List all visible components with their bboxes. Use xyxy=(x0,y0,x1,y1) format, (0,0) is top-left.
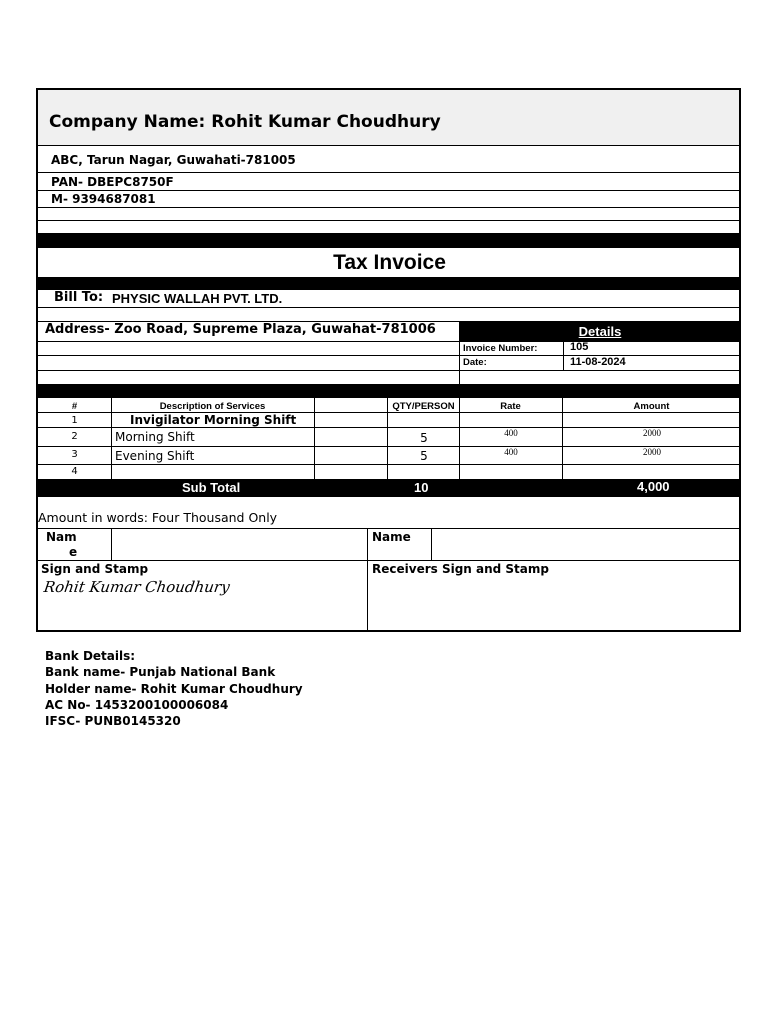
bill-to-label: Bill To: xyxy=(54,290,104,305)
row-description: Evening Shift xyxy=(115,449,195,463)
divider xyxy=(38,355,741,356)
handwritten-signature: Rohit Kumar Choudhury xyxy=(42,578,231,596)
table-row-divider xyxy=(38,464,741,465)
receivers-sign-label: Receivers Sign and Stamp xyxy=(372,562,549,576)
divider xyxy=(431,528,432,560)
black-band xyxy=(38,384,741,398)
name-label-right: Name xyxy=(372,530,411,544)
date-value: 11-08-2024 xyxy=(570,356,626,368)
divider xyxy=(38,172,741,173)
column-header-description: Description of Services xyxy=(159,401,266,412)
table-column-divider xyxy=(314,398,315,479)
divider xyxy=(38,528,741,529)
bank-name: Bank name- Punjab National Bank xyxy=(45,665,276,679)
divider xyxy=(38,307,741,308)
black-band xyxy=(38,277,741,290)
row-number: 4 xyxy=(71,466,78,477)
invoice-number-label: Invoice Number: xyxy=(463,343,538,354)
subtotal-amount: 4,000 xyxy=(637,479,670,494)
row-description: Invigilator Morning Shift xyxy=(130,413,297,427)
date-label: Date: xyxy=(463,357,487,368)
row-number: 1 xyxy=(71,415,78,426)
sign-and-stamp-label: Sign and Stamp xyxy=(41,562,149,576)
column-header-number: # xyxy=(71,401,78,412)
invoice-number-value: 105 xyxy=(570,341,589,353)
invoice-sheet xyxy=(36,88,741,632)
row-number: 2 xyxy=(71,431,78,442)
divider xyxy=(38,190,741,191)
row-amount: 2000 xyxy=(643,447,661,457)
column-header-amount: Amount xyxy=(633,401,670,412)
company-mobile: M- 9394687081 xyxy=(51,192,156,206)
divider xyxy=(111,528,112,560)
divider xyxy=(459,322,460,384)
row-number: 3 xyxy=(71,449,78,460)
column-header-qty: QTY/PERSON xyxy=(392,401,455,412)
black-band xyxy=(38,233,741,248)
amount-in-words: Amount in words: Four Thousand Only xyxy=(38,510,278,525)
bank-ifsc: IFSC- PUNB0145320 xyxy=(45,714,181,728)
column-header-rate: Rate xyxy=(500,401,521,412)
row-rate: 400 xyxy=(504,428,518,438)
divider xyxy=(38,145,741,146)
company-pan: PAN- DBEPC8750F xyxy=(51,175,174,189)
invoice-title: Tax Invoice xyxy=(333,251,446,274)
row-rate: 400 xyxy=(504,447,518,457)
divider xyxy=(367,528,368,632)
details-title: Details xyxy=(578,324,622,339)
bill-to-name: PHYSIC WALLAH PVT. LTD. xyxy=(112,291,283,306)
divider xyxy=(38,220,741,221)
divider xyxy=(38,370,741,371)
name-label-left-wrap: e xyxy=(69,545,78,559)
divider xyxy=(38,207,741,208)
subtotal-qty: 10 xyxy=(414,480,429,495)
divider xyxy=(38,341,741,342)
subtotal-label: Sub Total xyxy=(182,480,241,495)
bill-to-address: Address- Zoo Road, Supreme Plaza, Guwahat-781006 xyxy=(45,322,436,337)
row-qty: 5 xyxy=(420,431,428,445)
row-description: Morning Shift xyxy=(115,430,195,444)
row-amount: 2000 xyxy=(643,428,661,438)
divider xyxy=(38,560,741,561)
subtotal-band xyxy=(38,479,741,497)
company-name: Company Name: Rohit Kumar Choudhury xyxy=(49,112,441,132)
company-address: ABC, Tarun Nagar, Guwahati-781005 xyxy=(51,153,296,167)
bank-holder-name: Holder name- Rohit Kumar Choudhury xyxy=(45,682,303,696)
bank-account-number: AC No- 1453200100006084 xyxy=(45,698,229,712)
row-qty: 5 xyxy=(420,449,428,463)
name-label-left: Nam xyxy=(46,530,77,544)
bank-details-heading: Bank Details: xyxy=(45,649,136,663)
